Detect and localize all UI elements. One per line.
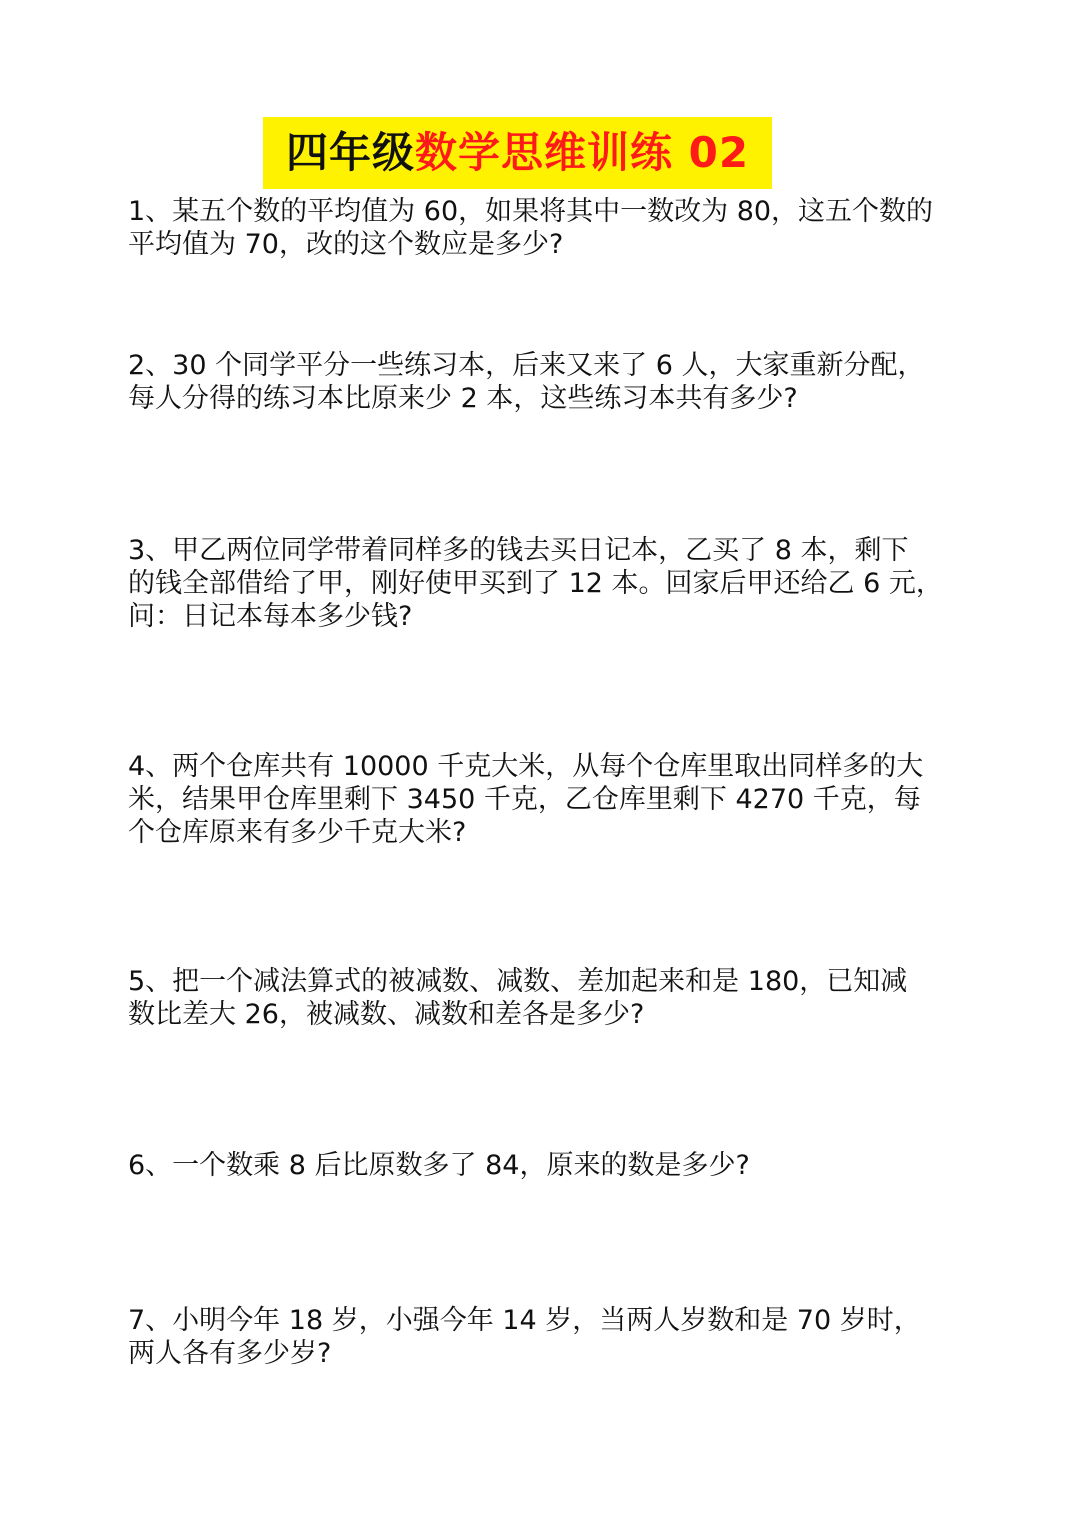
question-line: 问：日记本每本多少钱?	[128, 601, 413, 632]
title-banner	[263, 117, 772, 189]
question-line: 3、甲乙两位同学带着同样多的钱去买日记本，乙买了 8 本，剩下	[128, 535, 909, 566]
question-line: 平均值为 70，改的这个数应是多少?	[128, 229, 564, 260]
title-grade: 四年级	[285, 128, 415, 177]
page-title	[285, 128, 750, 177]
question-3	[128, 534, 943, 633]
question-line: 6、一个数乘 8 后比原数多了 84，原来的数是多少?	[128, 1150, 750, 1181]
question-line: 5、把一个减法算式的被减数、减数、差加起来和是 180，已知减	[128, 966, 908, 997]
question-1	[128, 195, 934, 261]
question-line: 米，结果甲仓库里剩下 3450 千克，乙仓库里剩下 4270 千克，每	[128, 784, 921, 815]
question-7	[128, 1304, 928, 1370]
question-line: 的钱全部借给了甲，刚好使甲买到了 12 本。回家后甲还给乙 6 元，	[128, 568, 943, 599]
question-5	[128, 965, 928, 1031]
question-line: 2、30 个同学平分一些练习本，后来又来了 6 人，大家重新分配，	[128, 350, 925, 381]
question-line: 两人各有多少岁?	[128, 1338, 332, 1369]
question-line: 4、两个仓库共有 10000 千克大米，从每个仓库里取出同样多的大	[128, 751, 924, 782]
question-line: 7、小明今年 18 岁，小强今年 14 岁，当两人岁数和是 70 岁时，	[128, 1305, 921, 1336]
question-4	[128, 750, 928, 849]
question-6	[128, 1149, 928, 1182]
question-2	[128, 349, 928, 415]
question-line: 每人分得的练习本比原来少 2 本，这些练习本共有多少?	[128, 383, 798, 414]
title-subject: 数学思维训练 02	[414, 128, 750, 177]
question-line: 数比差大 26，被减数、减数和差各是多少?	[128, 999, 645, 1030]
question-line: 1、某五个数的平均值为 60，如果将其中一数改为 80，这五个数的	[128, 196, 934, 227]
question-line: 个仓库原来有多少千克大米?	[128, 817, 467, 848]
